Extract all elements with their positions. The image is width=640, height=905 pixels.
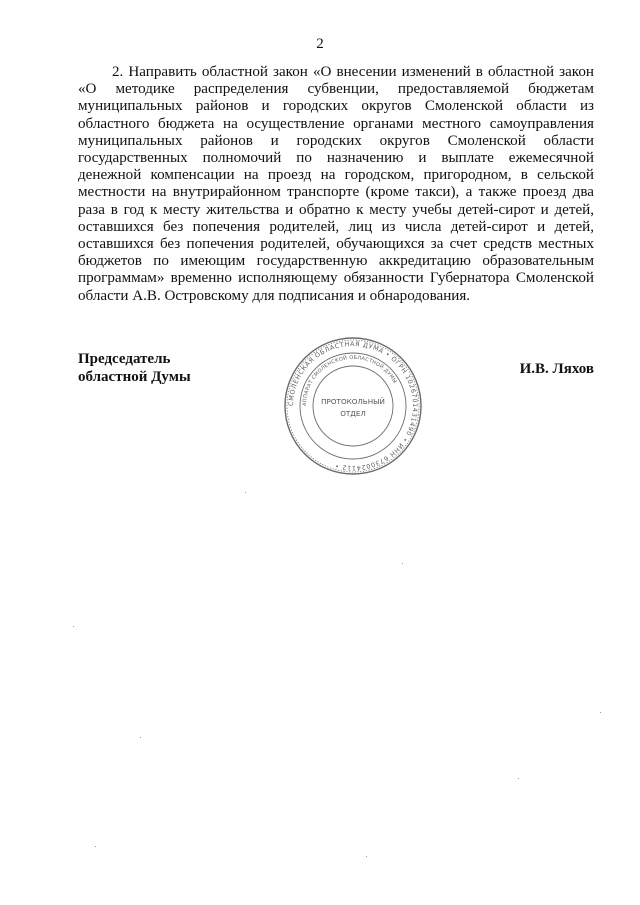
scan-speck	[73, 626, 74, 627]
signatory-name: И.В. Ляхов	[519, 361, 594, 377]
scan-speck	[518, 778, 519, 779]
signatory-title-line-1: Председатель	[78, 351, 171, 367]
scan-speck	[140, 737, 141, 738]
body-paragraph: 2. Направить областной закон «О внесении изменений в областной закон «О методике распределения субвенции, предоставляемой бюджетам муниципальных районов и городских округов Смоленской области из областного бюджета на осуществление органами местного самоуправления муниципальных районов и городских округов Смоленской области государственных полномочий по назначению и выплате ежемесячной денежной компенсации на проезд на городском, пригородном, в сельской местности на внутрирайонном транспорте (кроме такси), а также проезд два раза в год к месту жительства и обратно к месту учебы детей-сирот и детей, оставшихся без попечения родителей, лиц из числа детей-сирот и детей, оставшихся без попечения родителей, обучающихся за счет средств местных бюджетов по имеющим государственную аккредитацию образовательным программам» временно исполняющему обязанности Губернатора Смоленской области А.В. Островскому для подписания и обнародования.	[78, 64, 594, 304]
seal-graphic	[283, 336, 423, 476]
signatory-title	[78, 350, 191, 386]
official-seal-stamp	[283, 336, 423, 476]
scan-speck	[600, 712, 601, 713]
scan-speck	[366, 856, 367, 857]
page-number: 2	[316, 36, 324, 52]
signatory-title-line-2: областной Думы	[78, 369, 191, 385]
seal-center-line-1: ПРОТОКОЛЬНЫЙ	[321, 397, 385, 406]
scan-speck	[95, 846, 96, 847]
scan-speck	[245, 492, 246, 493]
scan-speck	[402, 563, 403, 564]
seal-center-line-2: ОТДЕЛ	[340, 409, 366, 418]
seal-outer-text: СМОЛЕНСКАЯ ОБЛАСТНАЯ ДУМА • ОГРН 1026701431490 • ИНН 6730024112 •	[286, 339, 420, 473]
seal-inner-text: АППАРАТ СМОЛЕНСКОЙ ОБЛАСТНОЙ ДУМЫ	[301, 354, 398, 407]
